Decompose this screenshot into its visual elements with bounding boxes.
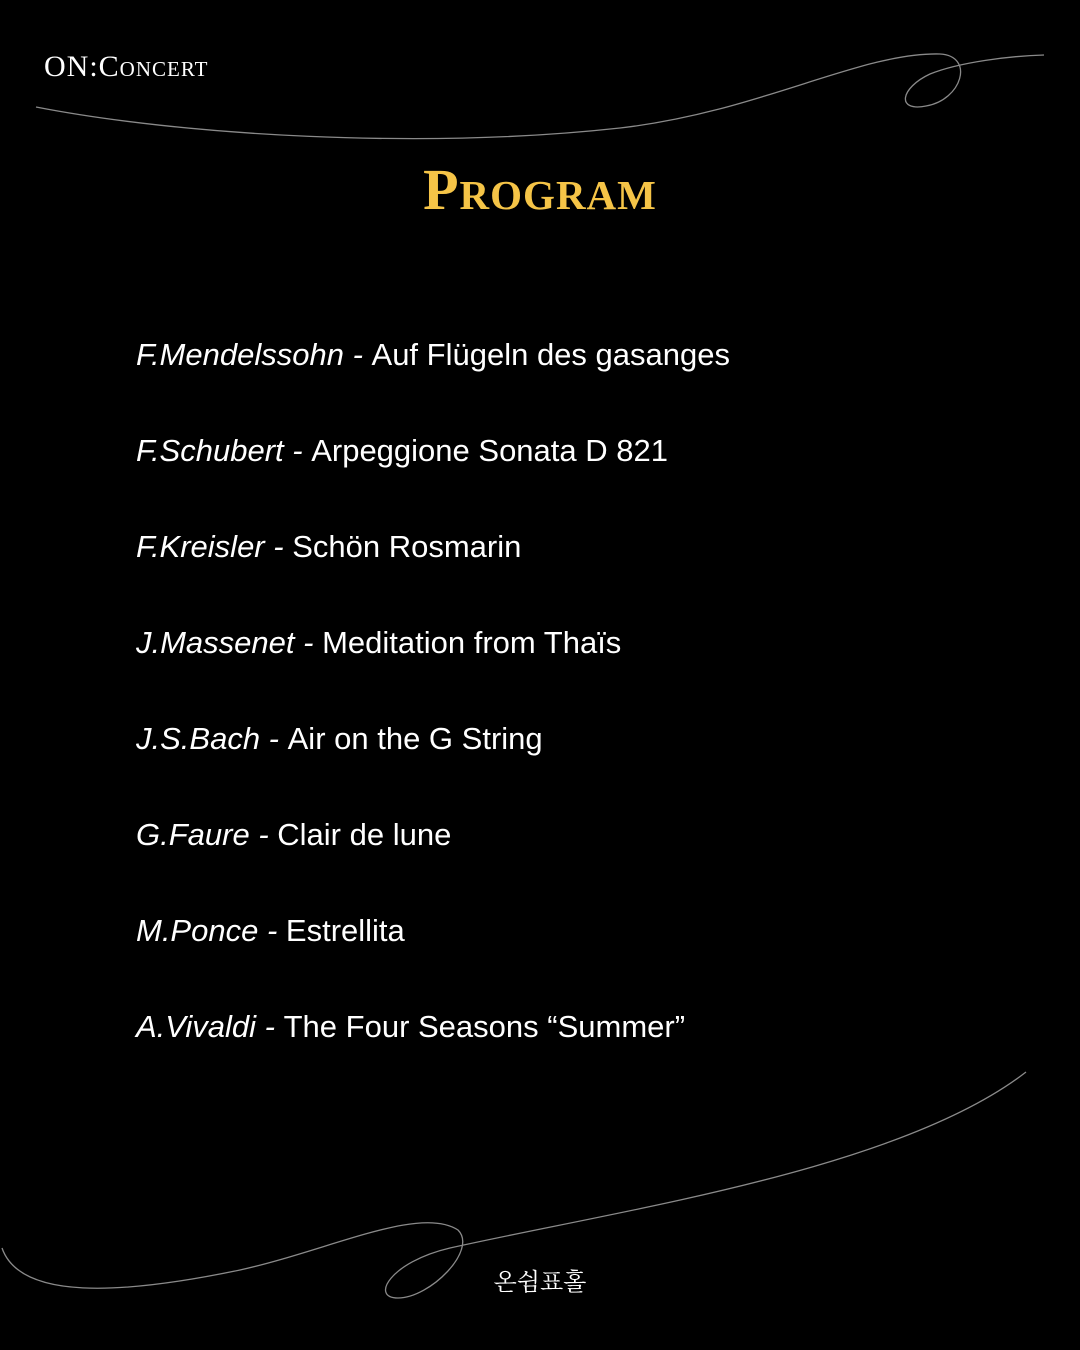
program-item — [136, 621, 1036, 717]
separator: - — [283, 433, 312, 468]
program-item — [136, 1005, 1036, 1101]
separator: - — [256, 1009, 284, 1044]
work-title: Clair de lune — [277, 817, 452, 852]
brand-logo: ON:Concert — [44, 50, 209, 83]
work-title: Meditation from Thaïs — [322, 625, 622, 660]
work-title: Arpeggione Sonata D 821 — [311, 433, 668, 468]
separator: - — [294, 625, 323, 660]
program-list — [136, 333, 1036, 1101]
separator: - — [343, 337, 372, 372]
composer-name: F.Schubert — [136, 433, 284, 468]
composer-name: F.Kreisler — [136, 529, 265, 564]
program-item — [136, 333, 1036, 429]
program-item — [136, 717, 1036, 813]
work-title: The Four Seasons “Summer” — [283, 1009, 686, 1044]
separator: - — [249, 817, 278, 852]
composer-name: J.Massenet — [136, 625, 295, 660]
composer-name: G.Faure — [136, 817, 250, 852]
separator: - — [260, 721, 288, 756]
composer-name: A.Vivaldi — [136, 1009, 257, 1044]
venue-name: 온쉼표홀 — [493, 1268, 587, 1296]
work-title: Air on the G String — [287, 721, 543, 756]
composer-name: F.Mendelssohn — [136, 337, 344, 372]
work-title: Estrellita — [285, 913, 405, 948]
work-title: Auf Flügeln des gasanges — [371, 337, 730, 372]
program-item — [136, 813, 1036, 909]
composer-name: M.Ponce — [136, 913, 259, 948]
program-item — [136, 909, 1036, 1005]
program-item — [136, 525, 1036, 621]
separator: - — [258, 913, 286, 948]
page-title: Program — [423, 157, 657, 222]
program-item — [136, 429, 1036, 525]
separator: - — [264, 529, 293, 564]
composer-name: J.S.Bach — [136, 721, 261, 756]
work-title: Schön Rosmarin — [292, 529, 522, 564]
